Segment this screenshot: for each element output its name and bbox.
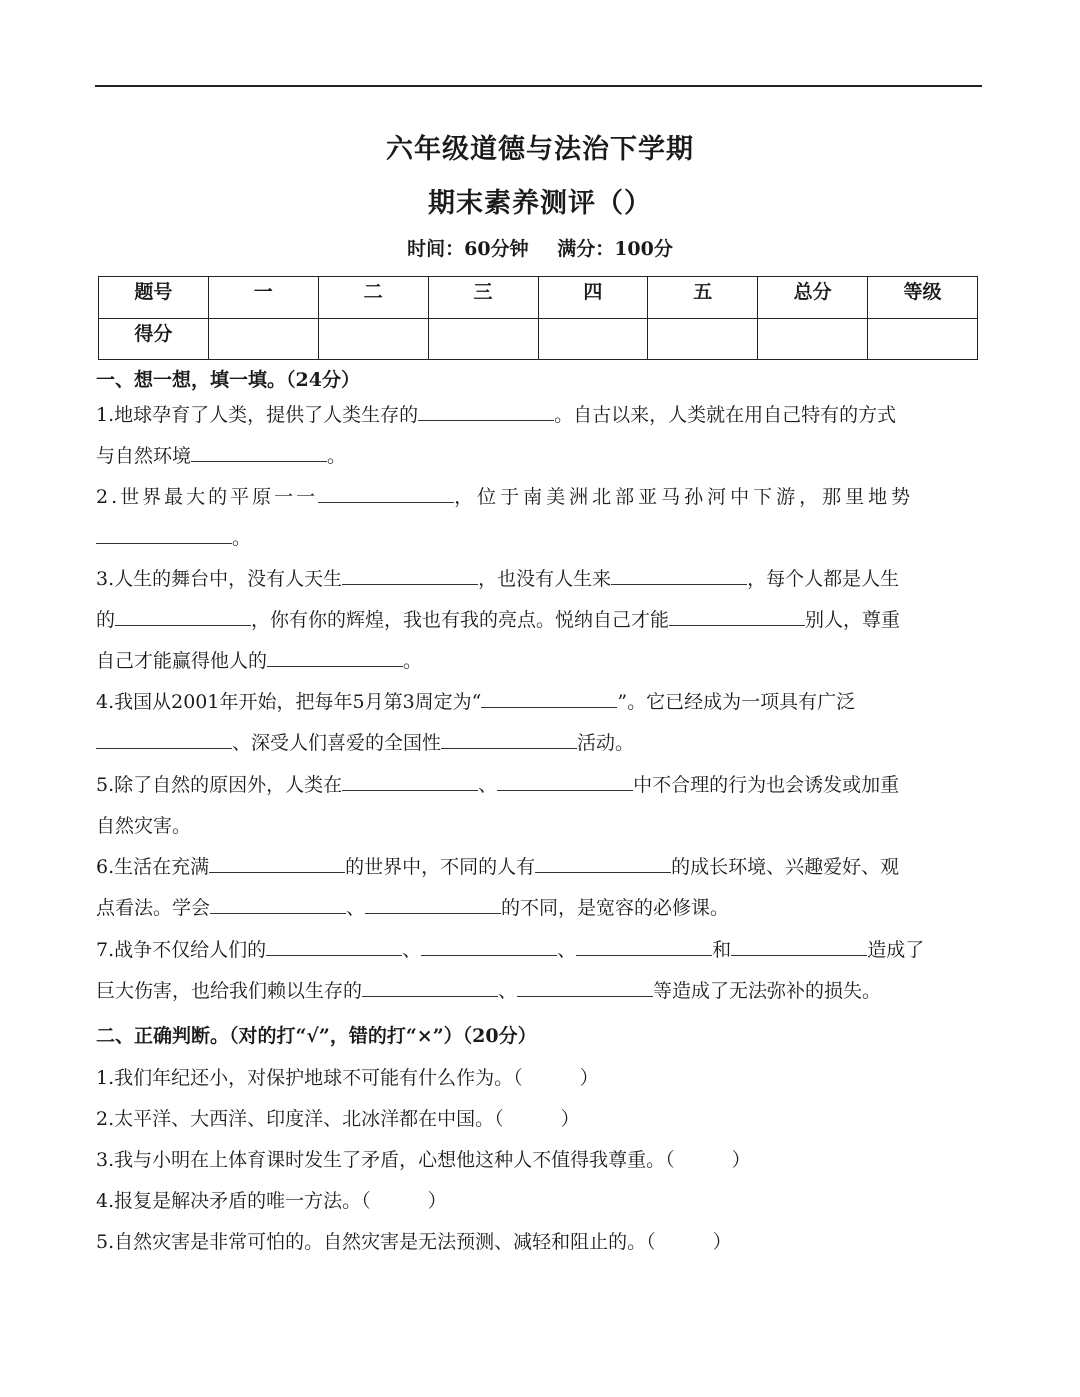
question-text: 、	[402, 939, 422, 961]
question-3	[96, 559, 982, 682]
question-text: 自然灾害。	[96, 815, 192, 837]
answer-blank[interactable]	[481, 706, 617, 708]
question-text: 。	[232, 527, 252, 549]
question-text: 的世界中，不同的人有	[345, 856, 536, 878]
judgment-item[interactable]: 1.我们年纪还小，对保护地球不可能有什么作为。（ ）	[96, 1067, 599, 1089]
question-text: 3.人生的舞台中，没有人天生	[96, 568, 343, 590]
score-table-score-row	[99, 318, 978, 360]
question-text: 与自然环境	[96, 445, 192, 467]
judgment-item[interactable]: 5.自然灾害是非常可怕的。自然灾害是无法预测、减轻和阻止的。（ ）	[96, 1231, 732, 1253]
answer-blank[interactable]	[669, 624, 805, 626]
answer-blank[interactable]	[96, 747, 232, 749]
question-7	[96, 930, 982, 1012]
answer-blank[interactable]	[611, 583, 747, 585]
score-entry-cell[interactable]	[428, 318, 538, 360]
question-text: 4.我国从2001年开始，把每年5月第3周定为“	[96, 691, 482, 713]
score-table-cell: 得分	[99, 318, 209, 360]
answer-blank[interactable]	[497, 789, 633, 791]
question-text: 中不合理的行为也会诱发或加重	[633, 774, 900, 796]
score-table-cell: 五	[648, 277, 758, 319]
score-table-cell: 题号	[99, 277, 209, 319]
score-table-header-row	[99, 277, 978, 319]
answer-blank[interactable]	[318, 501, 454, 503]
question-text: 等造成了无法弥补的损失。	[653, 980, 882, 1002]
question-text: 。	[327, 445, 347, 467]
score-table	[98, 276, 978, 360]
question-text: 6.生活在充满	[96, 856, 210, 878]
question-text: 1.地球孕育了人类，提供了人类生存的	[96, 404, 419, 426]
question-text: 7.战争不仅给人们的	[96, 939, 267, 961]
time-limit: 时间：60分钟	[407, 238, 529, 260]
judgment-item[interactable]: 4.报复是解决矛盾的唯一方法。（ ）	[96, 1190, 447, 1212]
question-text: 和	[712, 939, 732, 961]
question-text: 自己才能赢得他人的	[96, 650, 268, 672]
answer-blank[interactable]	[517, 995, 653, 997]
question-text: 2.世界最大的平原一一	[96, 486, 319, 508]
question-text: ，位于南美洲北部亚马孙河中下游，那里地势	[454, 486, 915, 508]
question-text: 5.除了自然的原因外，人类在	[96, 774, 343, 796]
answer-blank[interactable]	[115, 624, 251, 626]
section1-heading: 一、想一想，填一填。（24分）	[96, 369, 360, 391]
answer-blank[interactable]	[441, 747, 577, 749]
question-text: ”。它已经成为一项具有广泛	[617, 691, 856, 713]
score-entry-cell[interactable]	[868, 318, 978, 360]
question-text: 的不同，是宽容的必修课。	[501, 897, 730, 919]
answer-blank[interactable]	[209, 871, 345, 873]
question-text: 造成了	[867, 939, 925, 961]
answer-blank[interactable]	[418, 419, 554, 421]
answer-blank[interactable]	[365, 912, 501, 914]
answer-blank[interactable]	[191, 460, 327, 462]
score-entry-cell[interactable]	[648, 318, 758, 360]
exam-meta	[0, 234, 1080, 261]
answer-blank[interactable]	[342, 789, 478, 791]
section2-heading: 二、正确判断。（对的打“√”，错的打“×”）（20分）	[96, 1025, 537, 1047]
answer-blank[interactable]	[421, 954, 557, 956]
full-score: 满分：100分	[557, 238, 673, 260]
judgment-item[interactable]: 2.太平洋、大西洋、印度洋、北冰洋都在中国。（ ）	[96, 1108, 580, 1130]
question-text: 巨大伤害，也给我们赖以生存的	[96, 980, 363, 1002]
answer-blank[interactable]	[96, 542, 232, 544]
question-text: 、	[498, 980, 518, 1002]
answer-blank[interactable]	[342, 583, 478, 585]
exam-subtitle: 期末素养测评（）	[428, 188, 652, 219]
score-table-cell: 等级	[868, 277, 978, 319]
question-text: 、深受人们喜爱的全国性	[232, 732, 442, 754]
answer-blank[interactable]	[266, 954, 402, 956]
question-text: 活动。	[577, 732, 635, 754]
answer-blank[interactable]	[210, 912, 346, 914]
question-text: 点看法。学会	[96, 897, 211, 919]
judgment-item[interactable]: 3.我与小明在上体育课时发生了矛盾，心想他这种人不值得我尊重。（ ）	[96, 1149, 751, 1171]
top-rule	[95, 85, 982, 87]
question-4	[96, 682, 982, 764]
question-text: ，也没有人生来	[478, 568, 612, 590]
question-5	[96, 765, 982, 847]
answer-blank[interactable]	[362, 995, 498, 997]
question-text: 的	[96, 609, 116, 631]
question-text: 。自古以来，人类就在用自己特有的方式	[554, 404, 897, 426]
score-entry-cell[interactable]	[538, 318, 648, 360]
score-table-cell: 总分	[758, 277, 868, 319]
score-table-cell: 四	[538, 277, 648, 319]
answer-blank[interactable]	[267, 665, 403, 667]
score-table-cell: 三	[428, 277, 538, 319]
question-text: ，每个人都是人生	[747, 568, 900, 590]
score-entry-cell[interactable]	[318, 318, 428, 360]
answer-blank[interactable]	[576, 954, 712, 956]
question-text: 、	[346, 897, 366, 919]
question-text: ，你有你的辉煌，我也有我的亮点。悦纳自己才能	[251, 609, 670, 631]
question-2	[96, 477, 982, 559]
question-text: 、	[478, 774, 498, 796]
question-text: 、	[557, 939, 577, 961]
question-text: 别人，尊重	[805, 609, 901, 631]
question-text: 。	[403, 650, 423, 672]
question-1	[96, 395, 982, 477]
question-6	[96, 847, 982, 929]
answer-blank[interactable]	[535, 871, 671, 873]
question-text: 的成长环境、兴趣爱好、观	[671, 856, 900, 878]
exam-title: 六年级道德与法治下学期	[386, 134, 694, 165]
score-table-cell: 一	[208, 277, 318, 319]
score-table-cell: 二	[318, 277, 428, 319]
score-entry-cell[interactable]	[208, 318, 318, 360]
score-entry-cell[interactable]	[758, 318, 868, 360]
answer-blank[interactable]	[731, 954, 867, 956]
